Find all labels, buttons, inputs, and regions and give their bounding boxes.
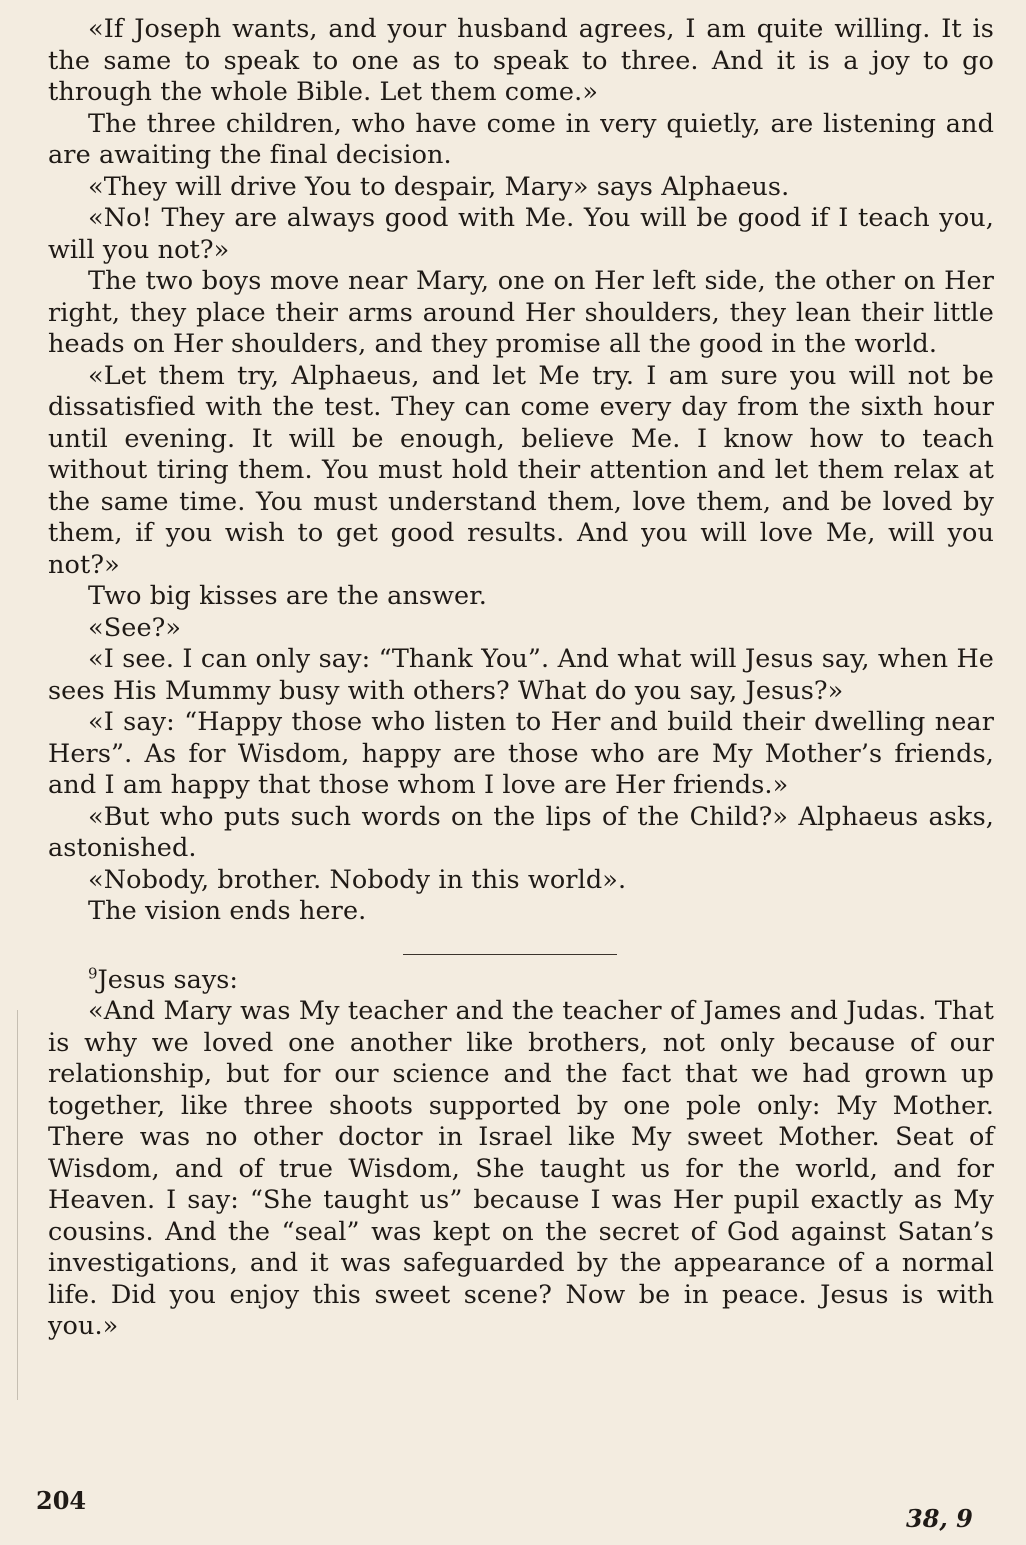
margin-line — [17, 1010, 18, 1400]
paragraph-13: The vision ends here. — [88, 896, 367, 926]
page-number: 204 — [36, 1486, 87, 1515]
paragraph-1: «If Joseph wants, and your husband agrees, I am quite willing. It is the same to speak to one as to speak to three. And it is a joy to go through the whole Bible. Let them come.» — [48, 14, 994, 107]
paragraph-10: «I say: “Happy those who listen to Her and build their dwelling near Hers”. As for Wisdom, happy are those who are My Mother’s friends, and I am happy that those whom I love are Her friends.» — [48, 707, 994, 800]
page-body — [48, 14, 994, 1404]
paragraph-9: «I see. I can only say: “Thank You”. And what will Jesus say, when He sees His Mummy busy with others? What do you say, Jesus?» — [48, 644, 994, 706]
note-label: Jesus says: — [97, 964, 238, 995]
note-marker: 9 — [88, 964, 98, 982]
note-text: «And Mary was My teacher and the teacher of James and Judas. That is why we loved one another like brothers, not only because of our relationship, but for our science and the fact that we had grown up together, like three shoots supported by one pole only: My Mother. There was no other doctor in Israel like My sweet Mother. Seat of Wisdom, and of true Wisdom, She taught us for the world, and for Heaven. I say: “She taught us” because I was Her pupil exactly as My cousins. And the “seal” was kept on the secret of God against Satan’s investigations, and it was safeguarded by the appearance of a normal life. Did you enjoy this sweet scene? Now be in peace. Jesus is with you.» — [48, 996, 994, 1341]
paragraph-5: The two boys move near Mary, one on Her left side, the other on Her right, they place their arms around Her shoulders, they lean their little heads on Her shoulders, and they promise all the good in the world. — [48, 266, 994, 359]
paragraph-7: Two big kisses are the answer. — [88, 581, 487, 611]
paragraph-11: «But who puts such words on the lips of the Child?» Alphaeus asks, astonished. — [48, 801, 994, 863]
section-divider — [403, 954, 617, 955]
paragraph-6: «Let them try, Alphaeus, and let Me try. I am sure you will not be dissatisfied with the test. They can come every day from the sixth hour until evening. It will be enough, believe Me. I know how to teach without tiring them. You must hold their attention and let them relax at the same time. You must understand them, love them, and be loved by them, if you wish to get good results. And you will love Me, will you not?» — [48, 360, 994, 580]
paragraph-4: «No! They are always good with Me. You will be good if I teach you, will you not?» — [48, 203, 994, 265]
note-heading — [48, 965, 994, 997]
paragraph-8: «See?» — [88, 612, 182, 643]
paragraph-3: «They will drive You to despair, Mary» says Alphaeus. — [88, 171, 790, 202]
paragraph-12: «Nobody, brother. Nobody in this world». — [88, 864, 627, 895]
chapter-reference: 38, 9 — [906, 1504, 973, 1533]
paragraph-2: The three children, who have come in very quietly, are listening and are awaiting the final decision. — [48, 108, 994, 170]
